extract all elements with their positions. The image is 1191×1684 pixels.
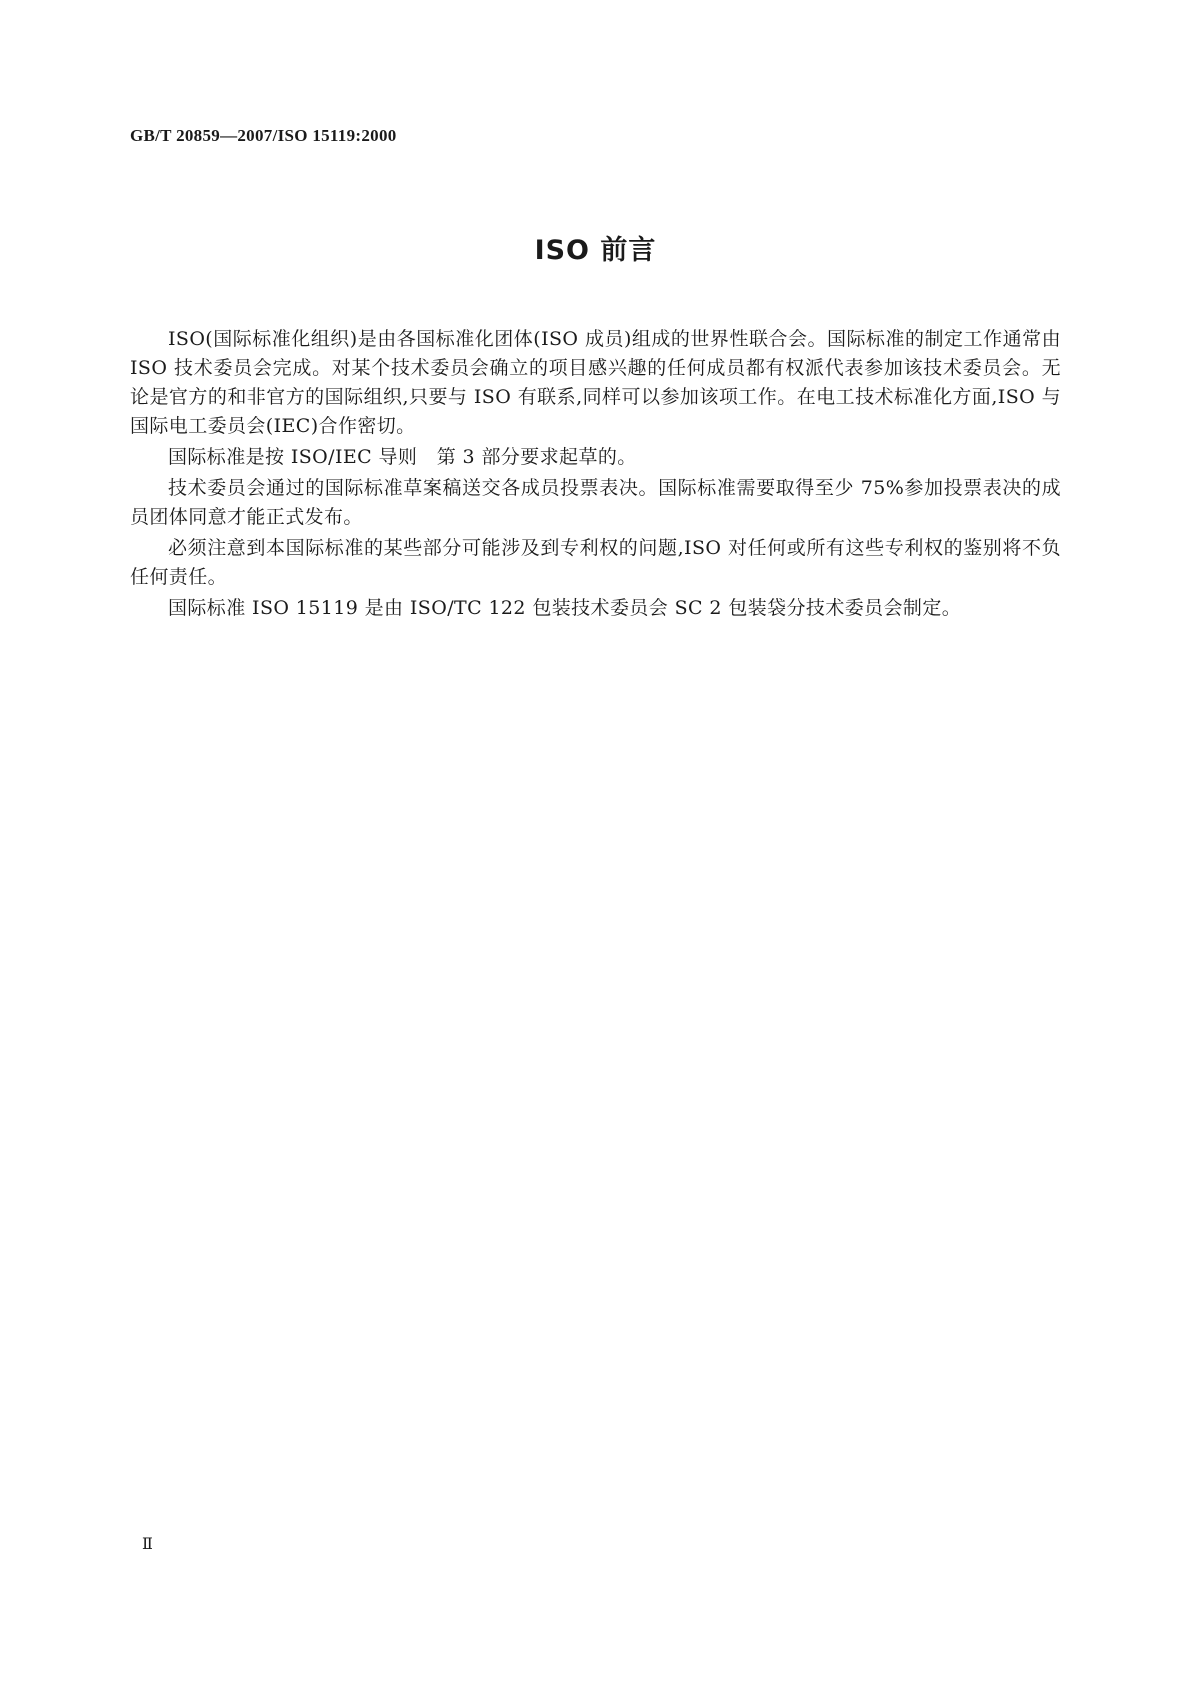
- page-number: Ⅱ: [142, 1534, 153, 1553]
- foreword-body: [130, 325, 1061, 625]
- page-title: ISO 前言: [534, 235, 657, 266]
- paragraph-iso-organization: ISO(国际标准化组织)是由各国标准化团体(ISO 成员)组成的世界性联合会。国际标准的制定工作通常由 ISO 技术委员会完成。对某个技术委员会确立的项目感兴趣的任何成员都有权派代表参加该技术委员会。无论是官方的和非官方的国际组织,只要与 ISO 有联系,同样可以参加该项工作。在电工技术标准化方面,ISO 与国际电工委员会(IEC)合作密切。: [130, 328, 1061, 437]
- document-code-header: [130, 126, 397, 146]
- paragraph-patent-notice: 必须注意到本国际标准的某些部分可能涉及到专利权的问题,ISO 对任何或所有这些专利权的鉴别将不负任何责任。: [130, 537, 1061, 588]
- document-code: GB/T 20859—2007/ISO 15119:2000: [130, 126, 397, 145]
- paragraph-committee: 国际标准 ISO 15119 是由 ISO/TC 122 包装技术委员会 SC 2 包装袋分技术委员会制定。: [168, 597, 962, 619]
- paragraph-drafting-rules: 国际标准是按 ISO/IEC 导则 第 3 部分要求起草的。: [168, 446, 637, 468]
- paragraph-voting: 技术委员会通过的国际标准草案稿送交各成员投票表决。国际标准需要取得至少 75%参加投票表决的成员团体同意才能正式发布。: [130, 477, 1061, 528]
